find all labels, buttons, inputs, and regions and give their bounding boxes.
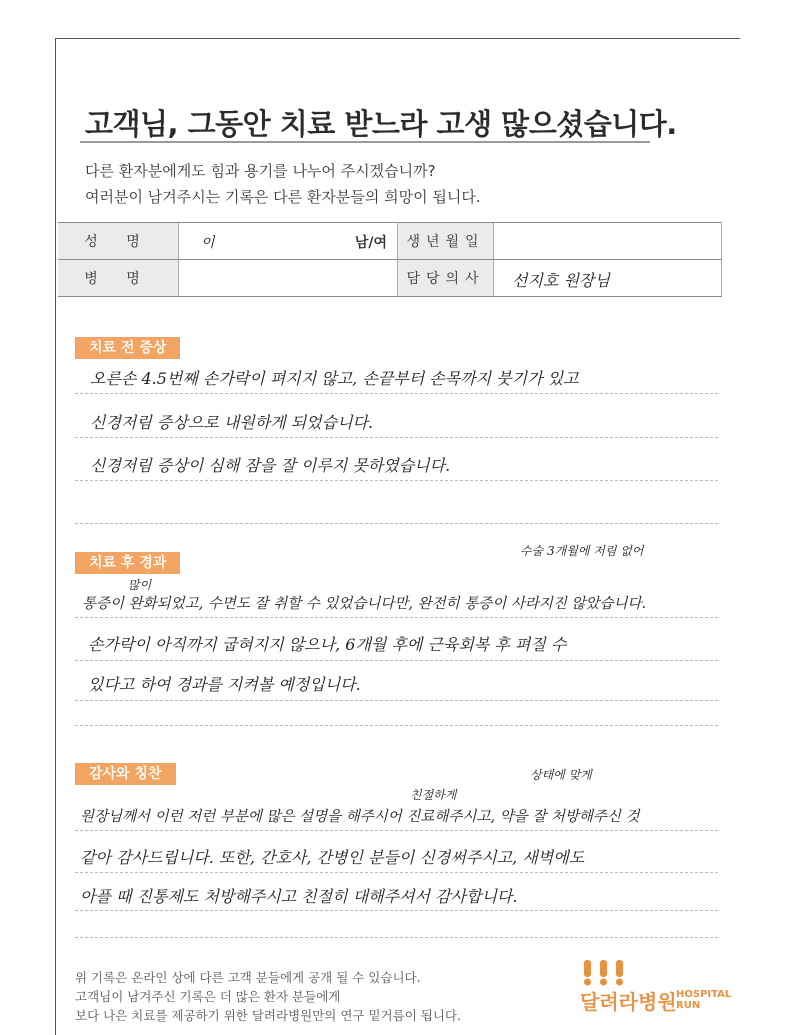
info-row-2 [58, 260, 722, 297]
logo-sub-1: HOSPITAL [676, 989, 732, 1000]
after-line-3: 있다고 하여 경과를 지켜볼 예정입니다. [88, 675, 361, 694]
hospital-logo [580, 958, 730, 1028]
subtitle-line-2: 여러분이 남겨주시는 기록은 다른 환자분들의 희망이 됩니다. [85, 188, 481, 206]
line-rule [75, 393, 718, 394]
name-label: 성 명 [58, 223, 179, 260]
subtitle-line-1: 다른 환자분에게도 힘과 용기를 나누어 주시겠습니까? [85, 162, 436, 180]
after-line-2: 손가락이 아직까지 굽혀지지 않으나, 6개월 후에 근육회복 후 펴질 수 [88, 635, 567, 654]
birth-field[interactable] [494, 223, 722, 260]
page-title: 고객님, 그동안 치료 받느라 고생 많으셨습니다. [85, 107, 677, 141]
logo-sub-2: RUN [676, 1000, 701, 1011]
line-rule [75, 937, 718, 938]
logo-subtext [676, 989, 731, 1011]
name-field[interactable] [179, 223, 398, 260]
footer-line-1: 위 기록은 온라인 상에 다른 고객 분들에게 공개 될 수 있습니다. [75, 970, 421, 985]
thanks-note-2: 상태에 맞게 [530, 768, 592, 782]
patient-info-table [58, 222, 722, 297]
doctor-label: 담당의사 [398, 260, 494, 297]
section-after-badge: 치료 후 경과 [75, 552, 180, 574]
footer-line-3: 보다 나은 치료를 제공하기 위한 달려라병원만의 연구 밑거름이 됩니다. [75, 1008, 461, 1023]
line-rule [75, 910, 718, 911]
thanks-line-2: 같아 감사드립니다. 또한, 간호사, 간병인 분들이 신경써주시고, 새벽에도 [80, 848, 585, 867]
line-rule [75, 660, 718, 661]
section-thanks-badge: 감사와 칭찬 [75, 763, 176, 785]
line-rule [75, 830, 718, 831]
line-rule [75, 437, 718, 438]
exclamation-icon [580, 958, 640, 988]
doctor-value: 선지호 원장님 [512, 271, 610, 290]
before-line-1: 오른손 4.5번째 손가락이 펴지지 않고, 손끝부터 손목까지 붓기가 있고 [90, 369, 579, 388]
section-before-badge: 치료 전 증상 [75, 337, 180, 359]
after-note-inserted: 많이 [128, 578, 152, 592]
footer-line-2: 고객님이 남겨주신 기록은 더 많은 환자 분들에게 [75, 989, 341, 1004]
line-rule [75, 617, 718, 618]
before-line-3: 신경저림 증상이 심해 잠을 잘 이루지 못하였습니다. [90, 456, 451, 475]
line-rule [75, 872, 718, 873]
line-rule [75, 725, 718, 726]
disease-label: 병 명 [58, 260, 179, 297]
before-line-2: 신경저림 증상으로 내원하게 되었습니다. [90, 413, 374, 432]
line-rule [75, 523, 718, 524]
birth-label: 생년월일 [398, 223, 494, 260]
line-rule [75, 700, 718, 701]
thanks-line-1: 원장님께서 이런 저런 부분에 많은 설명을 해주시어 진료해주시고, 약을 잘 처방해주신 것 [80, 809, 640, 825]
after-note-above: 수술 3개월에 저림 없어 [520, 544, 644, 558]
thanks-note-1: 친절하게 [410, 788, 457, 802]
doctor-field[interactable] [494, 260, 722, 297]
thanks-line-3: 아플 때 진통제도 처방해주시고 친절히 대해주셔서 감사합니다. [80, 887, 518, 906]
logo-name: 달려라병원 [580, 990, 677, 1014]
title-underline [80, 141, 650, 143]
info-row-1 [58, 223, 722, 260]
name-value: 이 [201, 235, 215, 251]
line-rule [75, 480, 718, 481]
disease-field[interactable] [179, 260, 398, 297]
after-line-1: 통증이 완화되었고, 수면도 잘 취할 수 있었습니다만, 완전히 통증이 사라지진 않았습니다. [82, 596, 647, 612]
gender-mark: 남/여 [354, 235, 387, 251]
